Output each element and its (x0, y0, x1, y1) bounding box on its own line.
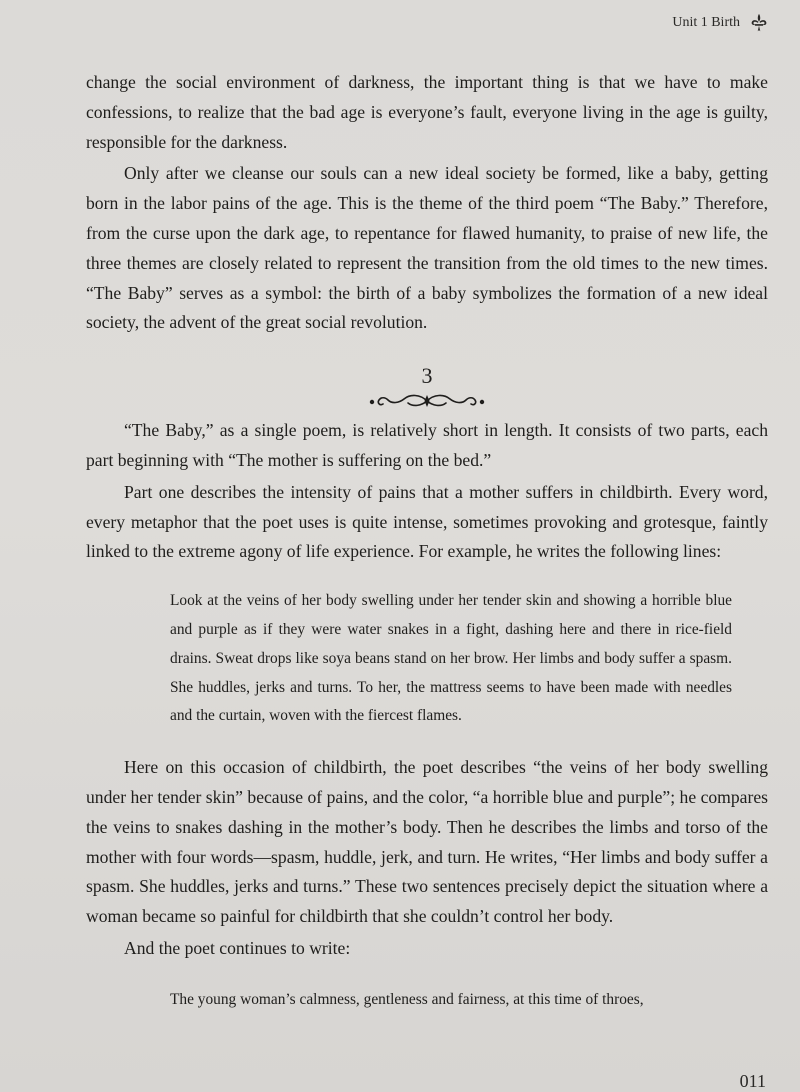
paragraph: Only after we cleanse our souls can a new ideal society be formed, like a baby, getting born in the labor pains of the age. This is the theme of the third poem “The Baby.” Therefore, from the curse upon the dark age, to repentance for flawed humanity, to praise of new life, the three themes are closely related to represent the transition from the old times to the new times. “The Baby” serves as a symbol: the birth of a baby symbolizes the formation of a new ideal society, the advent of the great social revolution. (86, 163, 768, 333)
quote-text: Look at the veins of her body swelling under her tender skin and showing a horrible blue and purple as if they were water snakes in a fight, dashing here and there in rice-field drains. Sweat drops like soya beans stand on her brow. Her limbs and body suffer a spasm. She huddles, jerks and turns. To her, the mattress seems to have been made with needles and the curtain, woven with the fiercest flames. (170, 592, 732, 725)
running-head (672, 12, 770, 34)
block-quote (86, 986, 768, 1015)
paragraph: And the poet continues to write: (124, 937, 351, 958)
flourish-ornament-icon (368, 390, 486, 412)
main-text (86, 68, 768, 1037)
paragraph: change the social environment of darkness, the important thing is that we have to make confessions, to realize that the bad age is everyone’s fault, everyone living in the age is guilty, responsible for the darkness. (86, 72, 768, 152)
running-head-text: Unit 1 Birth (672, 15, 740, 30)
fleur-de-lis-icon (748, 12, 770, 34)
paragraph: “The Baby,” as a single poem, is relatively short in length. It consists of two parts, each part beginning with “The mother is suffering on the bed.” (86, 420, 768, 470)
section-number: 3 (421, 363, 433, 389)
quote-text: The young woman’s calmness, gentleness and fairness, at this time of throes, (170, 990, 644, 1008)
section-heading (86, 364, 768, 412)
paragraph: Here on this occasion of childbirth, the poet describes “the veins of her body swelling under her tender skin” because of pains, and the color, “a horrible blue and purple”; he compares the veins to snakes dashing in the mother’s body. Then he describes the limbs and torso of the mother with four words—spasm, huddle, jerk, and turn. He writes, “Her limbs and body suffer a spasm. She huddles, jerks and turns.” These two sentences precisely depict the situation where a woman became so painful for childbirth that she couldn’t control her body. (86, 757, 768, 927)
paragraph: Part one describes the intensity of pains that a mother suffers in childbirth. Every word, every metaphor that the poet uses is quite intense, sometimes provoking and grotesque, faintly linked to the extreme agony of life experience. For example, he writes the following lines: (86, 481, 768, 562)
page-number: 011 (739, 1071, 766, 1091)
block-quote (86, 587, 768, 731)
